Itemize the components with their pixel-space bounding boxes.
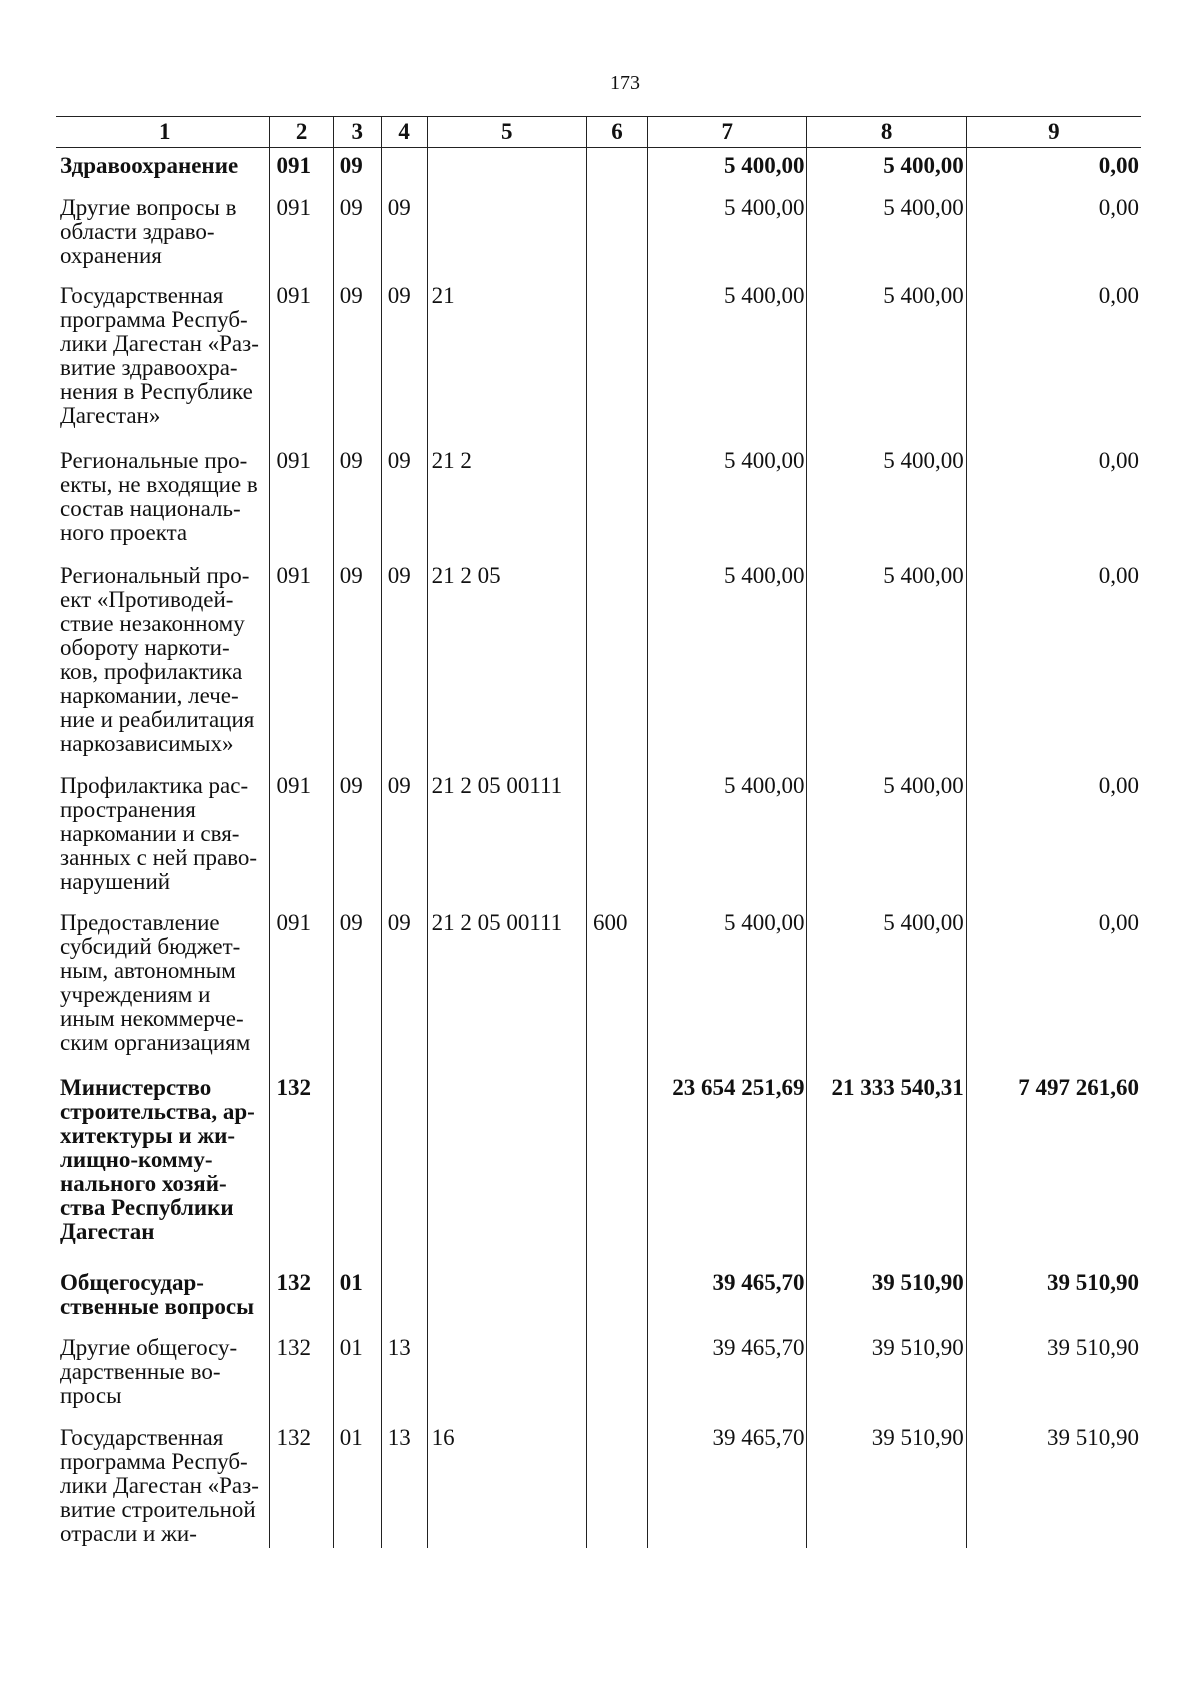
cell-col-4: 13 — [381, 1420, 427, 1548]
cell-col-5 — [427, 148, 586, 190]
cell-col-4 — [381, 1070, 427, 1265]
cell-col-7: 5 400,00 — [648, 190, 807, 278]
cell-col-6 — [586, 148, 647, 190]
header-col-7: 7 — [648, 117, 807, 148]
row-name: Здравоохранение — [56, 148, 270, 190]
cell-col-8: 5 400,00 — [807, 278, 966, 443]
cell-col-8: 5 400,00 — [807, 768, 966, 905]
header-col-2: 2 — [270, 117, 333, 148]
cell-col-4: 09 — [381, 190, 427, 278]
cell-col-3: 09 — [333, 443, 381, 558]
cell-col-6 — [586, 1420, 647, 1548]
header-col-9: 9 — [966, 117, 1141, 148]
cell-col-5 — [427, 1265, 586, 1330]
cell-col-5 — [427, 1330, 586, 1420]
cell-col-3: 01 — [333, 1265, 381, 1330]
cell-col-2: 091 — [270, 278, 333, 443]
cell-col-9: 0,00 — [966, 443, 1141, 558]
cell-col-8: 39 510,90 — [807, 1420, 966, 1548]
cell-col-3: 09 — [333, 558, 381, 768]
header-col-6: 6 — [586, 117, 647, 148]
cell-col-4: 13 — [381, 1330, 427, 1420]
cell-col-5 — [427, 1070, 586, 1265]
cell-col-2: 132 — [270, 1070, 333, 1265]
header-col-8: 8 — [807, 117, 966, 148]
cell-col-5: 21 2 — [427, 443, 586, 558]
cell-col-8: 39 510,90 — [807, 1265, 966, 1330]
cell-col-9: 0,00 — [966, 148, 1141, 190]
cell-col-5: 21 2 05 — [427, 558, 586, 768]
cell-col-9: 39 510,90 — [966, 1330, 1141, 1420]
cell-col-3: 01 — [333, 1420, 381, 1548]
header-col-1: 1 — [56, 117, 270, 148]
header-col-3: 3 — [333, 117, 381, 148]
cell-col-6 — [586, 278, 647, 443]
row-name: Министерство строительства, ар-хитектуры и жи-лищно-комму-нального хозяй-ства Республики Дагестан — [56, 1070, 270, 1265]
cell-col-9: 7 497 261,60 — [966, 1070, 1141, 1265]
cell-col-3 — [333, 1070, 381, 1265]
table-row — [56, 443, 1141, 558]
cell-col-7: 39 465,70 — [648, 1420, 807, 1548]
cell-col-8: 5 400,00 — [807, 558, 966, 768]
cell-col-7: 5 400,00 — [648, 768, 807, 905]
header-row — [56, 117, 1141, 148]
cell-col-3: 09 — [333, 148, 381, 190]
cell-col-3: 09 — [333, 190, 381, 278]
cell-col-4 — [381, 1265, 427, 1330]
row-name: Общегосудар-ственные вопросы — [56, 1265, 270, 1330]
cell-col-6 — [586, 1265, 647, 1330]
cell-col-9: 39 510,90 — [966, 1265, 1141, 1330]
cell-col-3: 09 — [333, 905, 381, 1070]
row-name: Другие вопросы в области здраво-охранения — [56, 190, 270, 278]
cell-col-7: 5 400,00 — [648, 558, 807, 768]
table-row — [56, 278, 1141, 443]
cell-col-7: 5 400,00 — [648, 278, 807, 443]
row-name: Государственная программа Респуб-лики Дагестан «Раз-витие здравоохра-нения в Республике Дагестан» — [56, 278, 270, 443]
cell-col-9: 0,00 — [966, 768, 1141, 905]
table-row — [56, 1420, 1141, 1548]
cell-col-5: 21 2 05 00111 — [427, 768, 586, 905]
header-col-4: 4 — [381, 117, 427, 148]
cell-col-4: 09 — [381, 278, 427, 443]
cell-col-4 — [381, 148, 427, 190]
row-name: Предоставление субсидий бюджет-ным, автономным учреждениям и иным некоммерче-ским организациям — [56, 905, 270, 1070]
table-row — [56, 1265, 1141, 1330]
cell-col-6 — [586, 1330, 647, 1420]
row-name: Региональный про-ект «Противодей-ствие незаконному обороту наркоти-ков, профилактика наркомании, лече-ние и реабилитация наркозависимых» — [56, 558, 270, 768]
table-row — [56, 148, 1141, 190]
cell-col-2: 091 — [270, 558, 333, 768]
cell-col-2: 091 — [270, 148, 333, 190]
cell-col-7: 5 400,00 — [648, 443, 807, 558]
cell-col-6 — [586, 443, 647, 558]
cell-col-8: 5 400,00 — [807, 148, 966, 190]
table-row — [56, 1330, 1141, 1420]
cell-col-4: 09 — [381, 443, 427, 558]
cell-col-2: 091 — [270, 768, 333, 905]
cell-col-8: 21 333 540,31 — [807, 1070, 966, 1265]
cell-col-4: 09 — [381, 768, 427, 905]
cell-col-3: 09 — [333, 768, 381, 905]
cell-col-8: 5 400,00 — [807, 905, 966, 1070]
cell-col-2: 132 — [270, 1265, 333, 1330]
cell-col-8: 39 510,90 — [807, 1330, 966, 1420]
cell-col-2: 091 — [270, 190, 333, 278]
cell-col-2: 091 — [270, 443, 333, 558]
row-name: Другие общегосу-дарственные во-просы — [56, 1330, 270, 1420]
cell-col-9: 0,00 — [966, 558, 1141, 768]
cell-col-7: 5 400,00 — [648, 905, 807, 1070]
table-row — [56, 905, 1141, 1070]
cell-col-6 — [586, 190, 647, 278]
cell-col-2: 132 — [270, 1330, 333, 1420]
row-name: Государственная программа Респуб-лики Дагестан «Раз-витие строительной отрасли и жи- — [56, 1420, 270, 1548]
cell-col-9: 39 510,90 — [966, 1420, 1141, 1548]
cell-col-7: 39 465,70 — [648, 1265, 807, 1330]
table-row — [56, 768, 1141, 905]
cell-col-7: 23 654 251,69 — [648, 1070, 807, 1265]
cell-col-5: 21 2 05 00111 — [427, 905, 586, 1070]
cell-col-5: 21 — [427, 278, 586, 443]
cell-col-8: 5 400,00 — [807, 443, 966, 558]
cell-col-2: 132 — [270, 1420, 333, 1548]
page-number: 173 — [610, 72, 640, 94]
cell-col-6 — [586, 1070, 647, 1265]
cell-col-4: 09 — [381, 905, 427, 1070]
table-row — [56, 190, 1141, 278]
table-row — [56, 558, 1141, 768]
cell-col-3: 09 — [333, 278, 381, 443]
table-row — [56, 1070, 1141, 1265]
header-col-5: 5 — [427, 117, 586, 148]
cell-col-9: 0,00 — [966, 278, 1141, 443]
cell-col-6 — [586, 558, 647, 768]
budget-table — [56, 116, 1141, 1548]
cell-col-4: 09 — [381, 558, 427, 768]
row-name: Региональные про-екты, не входящие в состав националь-ного проекта — [56, 443, 270, 558]
cell-col-5 — [427, 190, 586, 278]
row-name: Профилактика рас-пространения наркомании и свя-занных с ней право-нарушений — [56, 768, 270, 905]
cell-col-3: 01 — [333, 1330, 381, 1420]
cell-col-2: 091 — [270, 905, 333, 1070]
cell-col-6 — [586, 768, 647, 905]
cell-col-8: 5 400,00 — [807, 190, 966, 278]
cell-col-9: 0,00 — [966, 190, 1141, 278]
cell-col-7: 5 400,00 — [648, 148, 807, 190]
cell-col-6: 600 — [586, 905, 647, 1070]
cell-col-7: 39 465,70 — [648, 1330, 807, 1420]
cell-col-9: 0,00 — [966, 905, 1141, 1070]
cell-col-5: 16 — [427, 1420, 586, 1548]
